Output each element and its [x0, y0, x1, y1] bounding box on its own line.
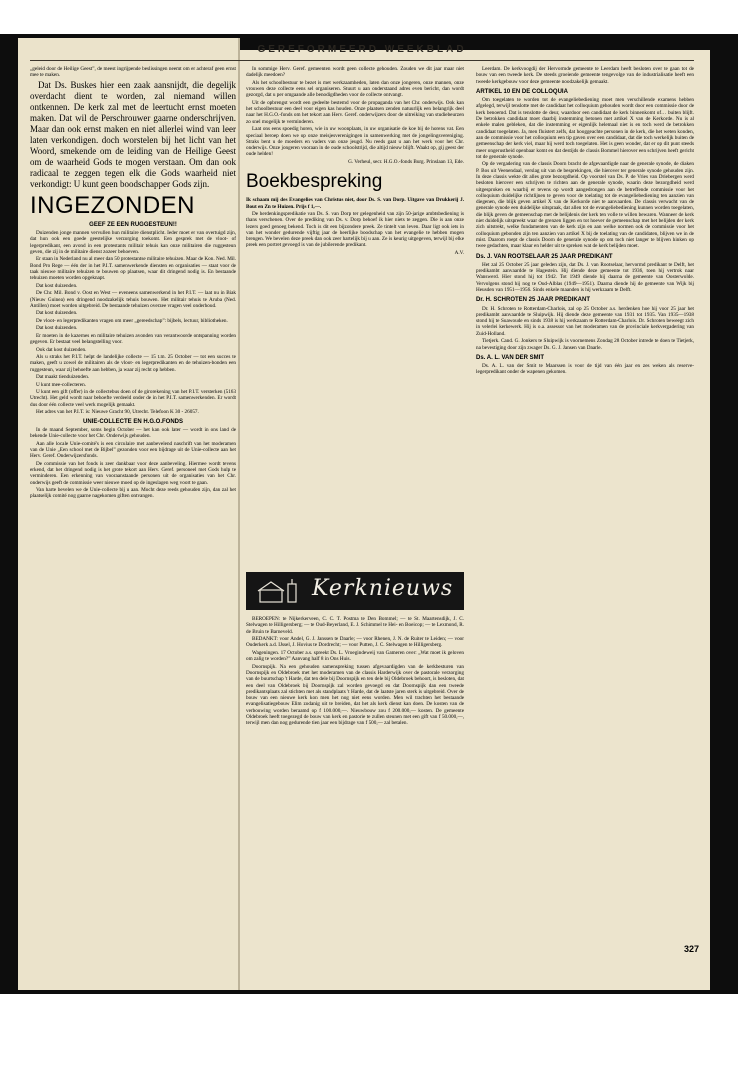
artikel-10-heading: ARTIKEL 10 EN DE COLLOQUIA	[476, 88, 568, 95]
paragraph: Het zal 25 October 25 jaar geleden zijn, dat Ds. J. van Rootselaar, hervormd predikant te Delft, het predikambt aanvaardde te Hagestein. Hij diende deze gemeente tot 1936, toen hij vertrok naar Wanswerd. Hier stond hij tot 1942. Tot 1949 diende hij daarna de gemeente van Oosterwolde. Vervolgens stond hij nog te Oud-Alblas (1949—1951). Daarna diende hij de gemeente van Wijk bij Heusden van 1951—1956. Sinds enkele maanden is hij werkzaam te Delft.	[476, 261, 694, 293]
paragraph: Dr. H. Schroten te Rotterdam-Charlois, zal op 25 October a.s. herdenken hoe hij voor 25 jaar het predikambt aanvaardde te Sluipwijk. Hij diende deze gemeente van 1931 tot 1935. Van 1935—1938 stond hij te Suawoude en sinds 1938 is hij werkzaam te Rotterdam-Charlois. Dr. Schroten beweegt zich in velerlei kerkewerk. Hij is o.a. assessor van het moderamen van de provinciale kerkvergadering van Zuid-Holland.	[476, 305, 694, 337]
paragraph: Als het schoolbestuur te bezet is met werkzaamheden, laten dan onze jongeren, onze mannen, onze vrouwen deze collecte eens sel organiseren. Stuurt u aan onderstaand adres even bericht, dan wordt gezorgd, dat u per omgaande alle benodigdheden voor de collecte ontvangt.	[246, 79, 464, 99]
paragraph: Dat maakt tienduizenden.	[36, 374, 90, 381]
kerknieuws-banner	[246, 572, 464, 610]
paragraph: De Chr. Mil. Bond v. Oost en West — eveneens samenwerkend in het P.I.T. — laat nu in Biak (Nieuw Guinea) een dringend noodzakelijk tehuis bouwen. Het militair tehuis te Aruba (Ned. Antillen) moet worden uitgebreid. De bestaande tehuizen overzee vragen veel onderhoud.	[30, 290, 236, 309]
paragraph: De vloot- en legerpredikanten vragen om meer „gereedschap”: bijbels, lectuur, bibliotheken.	[36, 317, 228, 324]
paragraph: Van harte bevelen we de Unie-collecte bij u aan. Mocht deze reeds gehouden zijn, dan zal het plaatselijk comité nog gaarne nagekomen giften ontvangen.	[30, 487, 236, 500]
paragraph: Duizenden jonge mannen vervullen hun militaire dienstplicht. Ieder moet er van overtuigd zijn, dat hun ook een goede geestelijke verzorging toekomt. Een gesprek met de vloot- of legerpredikant, een avond in een protestants militair tehuis kan onze militairen die ruggesteun geven, die zij in de militaire dienst zozeer behoeven.	[30, 230, 236, 255]
rootselaar-heading: Ds. J. VAN ROOTSELAAR 25 JAAR PREDIKANT	[476, 253, 613, 260]
unie-heading: UNIE-COLLECTE EN H.G.O.FONDS	[82, 418, 183, 425]
intro-text: „geleid door de Heilige Geest”, de meest ingrijpende beslissingen neemt om er achteraf geen ernst mee te maken.	[30, 66, 236, 79]
church-icon	[254, 578, 306, 604]
paragraph: Aan alle locale Unie-comité's is een circulaire met aanbevelend naschrift van het moderamen van de Unie „Een school met de Bijbel” gezonden voor een bijdrage uit de Unie-collecte aan het Herv. Geref. Onderwijzersfonds.	[30, 440, 236, 460]
review-signature: A.V.	[454, 249, 464, 256]
book-review-text: De herdenkingspredikatie van Ds. S. van Dorp ter gelegenheid van zijn 50-jarige ambtsbediening is thans verschenen. Over de prediking van Ds. v. Dorp behoef ik hier niets te zeggen. Die is aan onze lezers goed genoeg bekend. Toch is dit een bijzondere preek. Ze tintelt van leven. Daar ligt ook iets in van het wonder gedurende vijftig jaar de heerlijke boodschap van het evangelie te hebben mogen brengen. We bevelen deze preek dan ook zeer hartelijk bij u aan. Ze is keurig uitgegeven, terwijl bij elke preek een portret gevoegd is van de jubilerende predikant.	[246, 210, 464, 249]
paragraph: Dat kost duizenden.	[36, 282, 78, 289]
paragraph: U kunt mee-collecteren.	[36, 381, 86, 388]
paragraph: Uit de opbrengst wordt een gedeelte bestemd voor de propaganda van het Chr. onderwijs. Ook kan het schoolbestuur een deel voor eigen kas houden. Onze plaatsen zenden natuurlijk een belangrijk deel naar het H.G.O.-fonds om het tekort aan Herv. Geref. onderwijzers door de uitreiking van studiebeurzen zo snel mogelijk te verminderen.	[246, 99, 464, 125]
smit-heading: Ds. A. L. VAN DER SMIT	[476, 354, 545, 361]
kerknieuws-title: Kerknieuws	[312, 576, 454, 601]
column-1	[30, 66, 236, 946]
ruggesteun-heading: GEEF ZE EEN RUGGESTEUN!!	[89, 221, 177, 228]
paragraph: In de maand September, soms begin October — het kan ook later — wordt in ons land de bekende Unie-collecte voor het Chr. Onderwijs gehouden.	[30, 426, 236, 440]
paragraph: Er moeten in de kazernes en militaire tehuizen avonden van verantwoorde ontspanning worden gegeven. Er bestaat veel belangstelling voor.	[30, 332, 236, 346]
column-3	[476, 66, 694, 936]
paragraph: Laat ons eens spoedig horen, wie in uw woonplaats, in uw organisatie de koe bij de horens vat. Een speciaal beroep doen we op onze meisjesverenigingen in samenwerking met de jongelingsvereniging. Straks bent u de moeders en vaders van onze jeugd. Nu reeds gaat u aan het werk voor het Chr. onderwijs. Onze jongeren vooraan in de oude schoolstrijd, die altijd nieuw blijft. Waakt op, gij geest der oude helden!	[246, 126, 464, 158]
main-statement-text: Dat Ds. Buskes hier een zaak aansnijdt, die degelijk overdacht dient te worden, zal niemand willen ontkennen. De kerk zal met de leertucht ernst moeten maken. Dat wil de Perschrouwer gaarne onderschrijven. Maar dan ook ernst maken en niet allerlei wind van leer laten verkondigen. doch worstelen bij het licht van het Woord, smekende om de leiding van de Heilige Geest om de waarheid Gods te mogen verstaan. Om dan ook radicaal te zeggen tegen elk die Gods waarheid niet verkondigt: U kunt geen boodschapper Gods zijn.	[30, 79, 236, 189]
column-2-news	[246, 616, 464, 956]
paragraph: Dat kost duizenden.	[36, 325, 78, 332]
leerdam-item: Leerdam. De kerkvoogdij der Hervormde gemeente te Leerdam heeft besloten over te gaan tot de bouw van een tweede kerk. De steeds groeiende gemeente tengevolge van de industrialisatie heeft een tweede kerkgebouw voor deze gemeente noodzakelijk gemaakt.	[476, 66, 694, 85]
column-2	[246, 66, 464, 566]
book-reference: Ik schaam mij des Evangelies van Christus niet, door Ds. S. van Dorp. Uitgave van Drukkerij J. Bout en Zn te Huizen. Prijs f 1,—.	[246, 197, 464, 210]
schroten-heading: Dr. H. SCHROTEN 25 JAAR PREDIKANT	[476, 297, 591, 304]
news-item: Doornspijk. Na een gehouden samenspreking tussen afgevaardigden van de kerkbesturen van Doornspijk en Oldebroek met het moderamen van de classis Harderwijk over de pastorale verzorging van de buurtschap 't Harde, dat ten dele bij Doornspijk en ten dele bij Oldebroek behoort, is besloten, dat een deel van Oldebroek bij Doornspijk zal worden gevoegd en dat Doornspijk dan een tweede predikantsplaats zal stichten met als standplaats 't Harde, dat de laatste jaren sterk is uitgebreid. Over de bouw van een nieuwe kerk kon men het nog niet eens worden. Men wil trachten het bestaande evangelisatiegebouw Elim zodanig uit te breiden, dat het als kerk dienst kan doen. De kosten van de verbouwing worden beraamd op f 100.000,—. Nieuwbouw zou f 200.000,— kosten. De gemeente Oldebroek heeft toegezegd de bouw van kerk en pastorie te zullen steunen met een gift van f 50.000,—, terwijl men dan nog gedurende tien jaar een bijdrage van f 500,— zal betalen.	[246, 663, 464, 727]
paragraph: U kunt een gift (offer) in de collectebus doen of de girorekening van het P.I.T. versterken (5163 Utrecht). Het geld wordt naar behoefte verdeeld onder de in het P.I.T. samenwerkenden. Er wordt dus door één collecte veel werk mogelijk gemaakt.	[30, 389, 236, 408]
paragraph: Ook dat kost duizenden.	[36, 346, 87, 353]
paragraph: In sommige Herv. Geref. gemeenten wordt geen collecte gehouden. Zouden we dit jaar maar niet dadelijk meedoen?	[246, 66, 464, 79]
running-header: GEREFORMEERD WEEKBLAD	[257, 44, 467, 55]
ingezonden-heading: INGEZONDEN	[30, 191, 196, 219]
news-item: BEDANKT: voor Andel, G. J. Janssen te Daarle; — voor Rhenen, J. N. de Ruiter te Leiden; — voor Ouderkerk a.d. IJssel, J. Hovius te Dordrecht; — voor Putten, J. C. Stelwagen te Hilligersberg.	[246, 636, 464, 649]
paragraph: Ds. A. L. van der Smit te Maarssen is voor de tijd van één jaar en zes weken als reserve-legerpredikant onder de wapenen gekomen.	[476, 363, 694, 376]
paragraph: De commissie van het fonds is zeer dankbaar voor deze aanbeveling. Hiermee wordt tevens erkend, dat het dringend nodig is het grote tekort aan Herv. Geref. personeel met Gods hulp te verminderen. Een erkenning van vooraanstaande personen uit de organisaties van het Chr. onderwijs geeft de commissie weer nieuwe moed op de ingeslagen weg voort te gaan.	[30, 460, 236, 486]
header-rule	[30, 60, 694, 61]
main-statement	[30, 80, 236, 190]
page-number: 327	[684, 944, 700, 954]
paragraph: Als u straks het P.I.T. helpt de landelijke collecte — 15 t.m. 25 October — tot een succes te maken, geeft u zowel de militairen als de vloot- en legerpredikanten en de tehuizen-bonden een ruggesteun, waar zij behoefte aan hebben, ja waar zij recht op hebben.	[30, 354, 236, 373]
paragraph: Om toegelaten te worden tot de evangeliebediening moet men verschillende examens hebben afgelegd, terwijl tenslotte met de candidaat het colloquium gehouden wordt door een commissie door de kerk benoemd. Dat is tenslotte de deur, waardoor een candidaat de kerk binnenkomt of… buiten blijft. De betrokken candidaat moet daarbij instemming betonen met artikel X van de Kerkorde. Nu is al enkele malen gebleken, dat die instemming er eigenlijk helemaal niet is en toch werd de betrokken candidaat toegelaten. Ja, men fluistert zelfs, dat hooggeachte personen in de kerk, die het weten konden, aan de commissie voor het colloquium een tip gaven over een candidaat, dat die toch werkelijk buiten de gemeenschap der kerk viel, maar hij werd toch toegelaten. Het is geen wonder, dat er op dit punt steeds meer ongerustheid openbaar komt en dat destijds de classis Bommel hierover een schrijven heeft gericht tot de generale synode.	[476, 97, 694, 160]
boekbespreking-heading: Boekbespreking	[246, 171, 383, 193]
signature: G. Verheul, secr. H.G.O.-fonds Burg. Prinslaan 13, Ede.	[348, 158, 464, 165]
paragraph: Dat kost duizenden.	[36, 310, 78, 317]
paragraph: Op de vergadering van de classis Doorn bracht de afgevaardigde naar de generale synode, de diaken P. Bos uit Veenendaal, verslag uit van de besprekingen, die hierover ter generale synode gehouden zijn. In deze classis wekte dit alles grote bezorgdheid. Op voorstel van Ds. P. de Vries van Driebergen werd besloten hierover een schrijven te richten aan de generale synode, waarin deze bezorgdheid werd uitgesproken en waarbij er tevens op wordt aangedrongen aan de betreffende commissie voor het colloquium duidelijke richtlijnen te geven voor de toelating tot de evangeliebediening ten aanzien van diegenen, die blijk geven artikel X van de Kerkorde niet te aanvaarden. De classis verwacht van de generale synode een duidelijke uitspraak, dat allen tot de evangeliebediening kunnen worden toegelaten, die blijk geven de gemeenschap met de belijdenis der kerk ten volle te willen bewaren. Wanneer de kerk niet duidelijk uitspreekt waar de grenzen liggen en tot hoever de gemeenschap met het belijden der kerk zich uitstrekt, welke fundamenten van de kerk zijn en aan welke normen ook de commissie voor het colloquium gebonden zijn ten aanzien van artikel X bij de toelating van de candidaten, blijven we in de mist. Daarom roept de classis Doorn de generale synode op om toch niet langer te blijven hinken op twee gedachten, maar klaar en helder uit te spreken wat de kerk belijden moet.	[476, 161, 694, 250]
paragraph: Er staan in Nederland nu al meer dan 50 protestantse militaire tehuizen. Maar de Kon. Ned. Mil. Bond Pro Rege — één der in het P.I.T. samenwerkende diensten en organisaties — staat voor de taak nieuwe militaire tehuizen te bouwen op plaatsen, waar dit dringend nodig is. En bestaande tehuizen moeten worden opgeknapt.	[30, 256, 236, 282]
page-spine	[238, 38, 240, 990]
news-item: Wageningen. 17 October a.s. spreekt Ds. L. Vroegindeweij van Gameren over: „Wat moet ik geloven om zalig te worden?” Aanvang half 8 in Ons Huis.	[246, 649, 464, 663]
tietjerk-item: Tietjerk. Cand. G. Jonkers te Sluipwijk is voornemens Zondag 28 October intrede te doen te Tietjerk, na bevestiging door zijn zwager Ds. G. J. Jansen van Daarle.	[476, 338, 694, 351]
paragraph: Het adres van het P.I.T. is: Nieuwe Gracht 90, Utrecht. Telefoon K 30 - 26057.	[36, 409, 199, 416]
news-item: BEROEPEN: te Nijkerkerveen, C. C. T. Postma te Den Bommel; — te St. Maartensdijk, J. C. Stelwagen te Hilligersberg; — te Oud-Beyerland, E. J. Schimmel te Hei- en Boeicop; — te Lexmond, R. de Bruin te Barneveld.	[246, 616, 464, 635]
